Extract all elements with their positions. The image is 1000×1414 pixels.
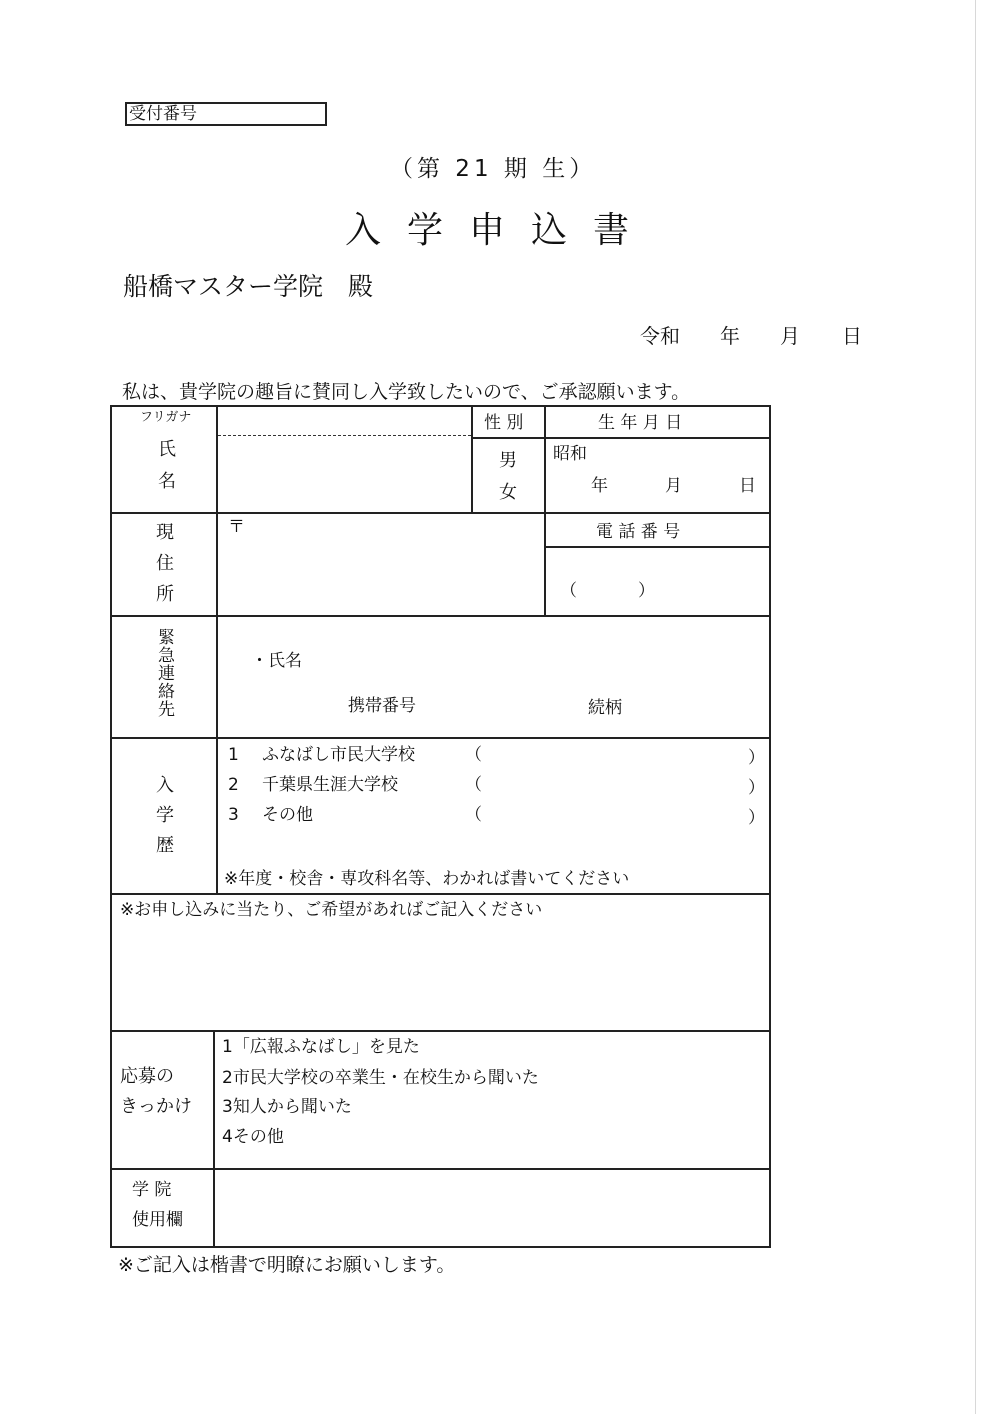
header-divider <box>471 437 771 439</box>
address-input[interactable] <box>220 516 540 612</box>
name-input[interactable] <box>220 440 469 510</box>
consent-statement: 私は、貴学院の趣旨に賛同し入学致したいので、ご承認願います。 <box>122 381 691 403</box>
column-divider <box>471 405 473 512</box>
birthdate-month: 月 <box>665 476 682 496</box>
addressee: 船橋マスター学院 殿 <box>123 272 374 301</box>
sex-option-male[interactable]: 男 <box>499 450 517 471</box>
education-item-number: 2 <box>228 775 239 795</box>
address-label-2: 住 <box>156 553 174 574</box>
motive-option[interactable]: 1「広報ふなばし」を見た <box>222 1037 420 1057</box>
phone-paren-close: ） <box>638 581 655 601</box>
education-item-name: ふなばし市民大学校 <box>262 745 415 765</box>
address-label-1: 現 <box>156 522 174 543</box>
education-item-name: その他 <box>262 805 313 825</box>
phone-header: 電 話 番 号 <box>596 522 681 542</box>
phone-paren-open: （ <box>560 581 577 601</box>
scan-edge-line <box>975 0 976 1414</box>
motive-label-2: きっかけ <box>120 1096 192 1117</box>
date-month: 月 <box>780 324 800 348</box>
row-divider <box>110 1168 771 1170</box>
page-title: 入学申込書 <box>345 210 656 251</box>
education-paren-open: （ <box>465 775 482 795</box>
footnote: ※ご記入は楷書で明瞭にお願いします。 <box>118 1254 456 1276</box>
education-paren-close: ） <box>748 778 765 798</box>
row-divider <box>110 737 771 739</box>
wishes-label: ※お申し込みに当たり、ご希望があればご記入ください <box>120 900 543 920</box>
furigana-input[interactable] <box>220 410 469 434</box>
office-use-label-2: 使用欄 <box>132 1210 183 1230</box>
education-item-number: 3 <box>228 805 239 825</box>
postal-mark: 〒 <box>228 517 245 537</box>
row-divider <box>110 512 771 514</box>
motive-label-1: 応募の <box>120 1066 174 1087</box>
birthdate-year: 年 <box>591 476 608 496</box>
name-label-2: 名 <box>158 471 176 492</box>
motive-option[interactable]: 3知人から聞いた <box>222 1097 352 1117</box>
column-divider <box>216 405 218 893</box>
furigana-divider <box>218 435 471 436</box>
receipt-number-label: 受付番号 <box>129 104 197 124</box>
education-note: ※年度・校舎・専攻科名等、わかれば書いてください <box>224 869 630 889</box>
address-label-3: 所 <box>156 584 174 605</box>
date-day: 日 <box>842 324 862 348</box>
emergency-relation-label: 続柄 <box>588 698 622 718</box>
motive-option[interactable]: 4その他 <box>222 1127 284 1147</box>
education-item-number: 1 <box>228 745 239 765</box>
education-paren-close: ） <box>748 748 765 768</box>
emergency-contact-label: 緊急連絡先 <box>154 628 174 718</box>
education-details-input[interactable] <box>480 742 745 834</box>
education-item-name: 千葉県生涯大学校 <box>262 775 398 795</box>
birthdate-header: 生 年 月 日 <box>598 413 683 433</box>
education-paren-close: ） <box>748 808 765 828</box>
row-divider <box>110 1030 771 1032</box>
birthdate-day: 日 <box>739 476 756 496</box>
sex-option-female[interactable]: 女 <box>499 482 517 503</box>
birthdate-era: 昭和 <box>553 444 587 464</box>
phone-input[interactable] <box>548 550 768 612</box>
emergency-contact-input[interactable] <box>220 619 768 734</box>
motive-option[interactable]: 2市民大学校の卒業生・在校生から聞いた <box>222 1068 539 1088</box>
emergency-mobile-label: 携帯番号 <box>348 696 416 716</box>
sex-header: 性 別 <box>484 413 524 433</box>
phone-header-divider <box>544 546 771 548</box>
education-paren-open: （ <box>465 805 482 825</box>
term-label: （第 21 期 生） <box>390 156 597 182</box>
column-divider <box>213 1030 215 1248</box>
education-label-1: 入 <box>156 775 174 796</box>
birthdate-input[interactable] <box>548 440 768 510</box>
date-era: 令和 <box>640 324 680 348</box>
office-use-label-1: 学 院 <box>132 1180 172 1200</box>
education-paren-open: （ <box>465 745 482 765</box>
row-divider <box>110 893 771 895</box>
row-divider <box>110 615 771 617</box>
emergency-name-label: ・氏名 <box>251 651 302 671</box>
wishes-input[interactable] <box>114 925 768 1027</box>
furigana-label: フリガナ <box>140 410 192 425</box>
education-label-2: 学 <box>156 805 174 826</box>
date-year: 年 <box>720 324 740 348</box>
name-label-1: 氏 <box>158 439 176 460</box>
education-label-3: 歴 <box>156 835 174 856</box>
receipt-number-field[interactable] <box>125 102 327 126</box>
